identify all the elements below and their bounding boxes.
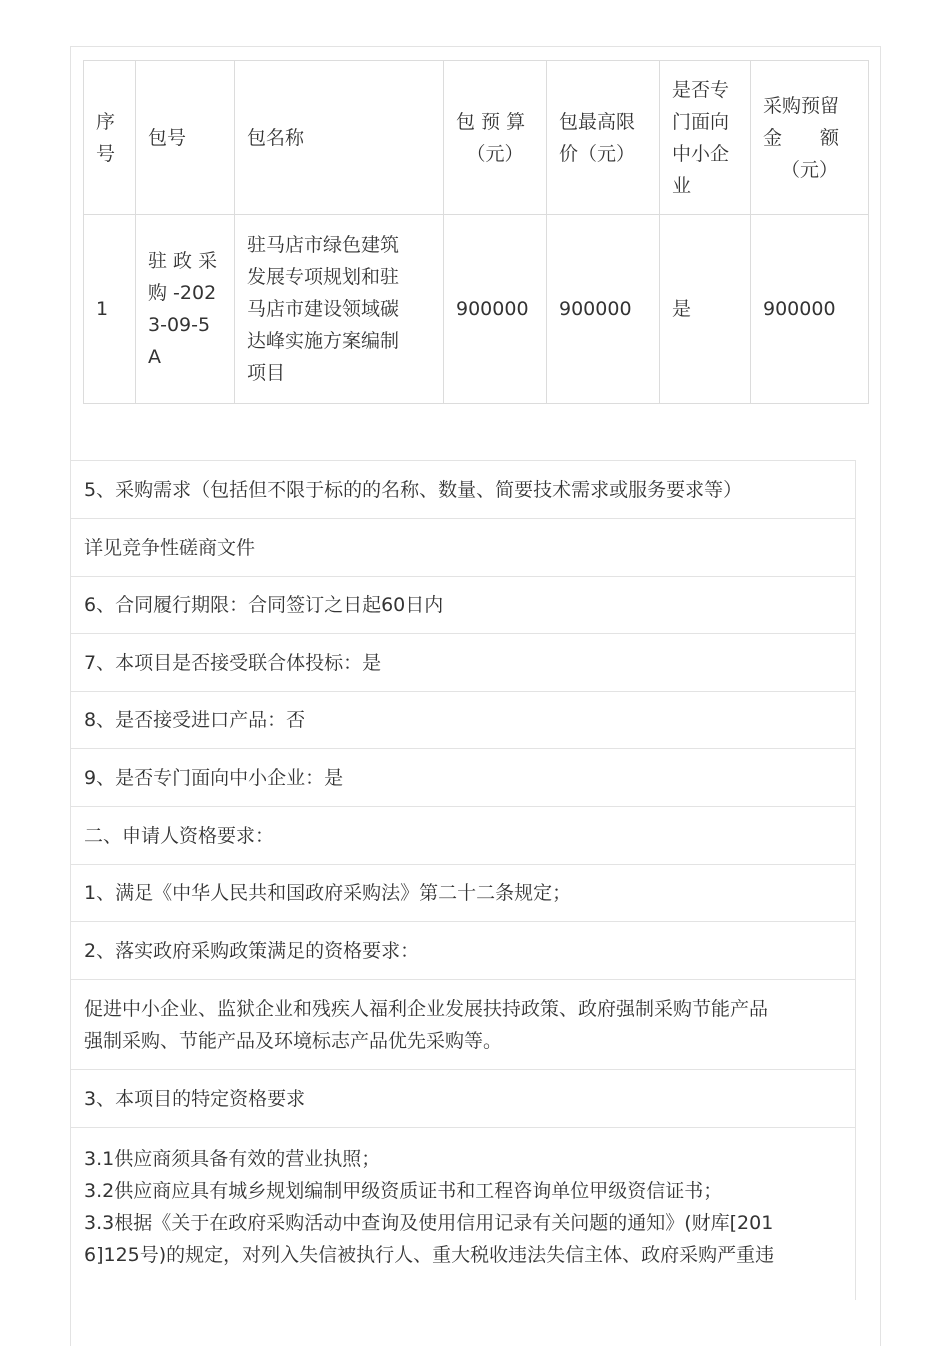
header-reserve: 采购预留 金 额 （元）	[751, 61, 869, 215]
header-package-name: 包名称	[235, 61, 444, 215]
header-sme: 是否专 门面向 中小企 业	[660, 61, 751, 215]
contract-period: 6、合同履行期限：合同签订之日起60日内	[71, 576, 855, 633]
cell-budget: 900000	[444, 215, 547, 404]
specific-item: 3.3根据《关于在政府采购活动中查询及使用信用记录有关问题的通知》(财库[201	[84, 1212, 774, 1234]
cell-seq: 1	[84, 215, 136, 404]
cell-package-name: 驻马店市绿色建筑 发展专项规划和驻 马店市建设领域碳 达峰实施方案编制 项目	[235, 215, 444, 404]
table-header-row	[84, 61, 869, 215]
procurement-demand-heading: 5、采购需求（包括但不限于标的的名称、数量、简要技术需求或服务要求等）	[71, 460, 855, 518]
package-table	[83, 60, 869, 404]
consortium-bid: 7、本项目是否接受联合体投标：是	[71, 633, 855, 691]
qualification-item-1: 1、满足《中华人民共和国政府采购法》第二十二条规定；	[71, 864, 855, 921]
qualification-item-2: 2、落实政府采购政策满足的资格要求：	[71, 921, 855, 979]
right-divider	[855, 460, 856, 1300]
header-package-no: 包号	[136, 61, 235, 215]
header-budget: 包 预 算 （元）	[444, 61, 547, 215]
cell-reserve: 900000	[751, 215, 869, 404]
cell-package-no: 驻 政 采 购 -202 3-09-5 A	[136, 215, 235, 404]
specific-qualification-heading: 3、本项目的特定资格要求	[71, 1069, 855, 1127]
cell-sme: 是	[660, 215, 751, 404]
specific-qualification-list	[71, 1127, 855, 1299]
header-seq: 序 号	[84, 61, 136, 215]
table-row	[84, 215, 869, 404]
qualification-heading: 二、申请人资格要求：	[71, 806, 855, 864]
imported-products: 8、是否接受进口产品：否	[71, 691, 855, 748]
cell-max-price: 900000	[547, 215, 660, 404]
policy-paragraph: 促进中小企业、监狱企业和残疾人福利企业发展扶持政策、政府强制采购节能产品 强制采购、节能产品及环境标志产品优先采购等。	[71, 979, 855, 1069]
announcement-body	[71, 460, 855, 1299]
demand-detail: 详见竞争性磋商文件	[71, 518, 855, 576]
sme-oriented: 9、是否专门面向中小企业：是	[71, 748, 855, 806]
specific-item: 3.1供应商须具备有效的营业执照；	[84, 1148, 381, 1170]
header-max-price: 包最高限 价（元）	[547, 61, 660, 215]
specific-item: 3.2供应商应具有城乡规划编制甲级资质证书和工程咨询单位甲级资信证书；	[84, 1180, 723, 1202]
specific-item: 6]125号)的规定，对列入失信被执行人、重大税收违法失信主体、政府采购严重违	[84, 1244, 775, 1266]
